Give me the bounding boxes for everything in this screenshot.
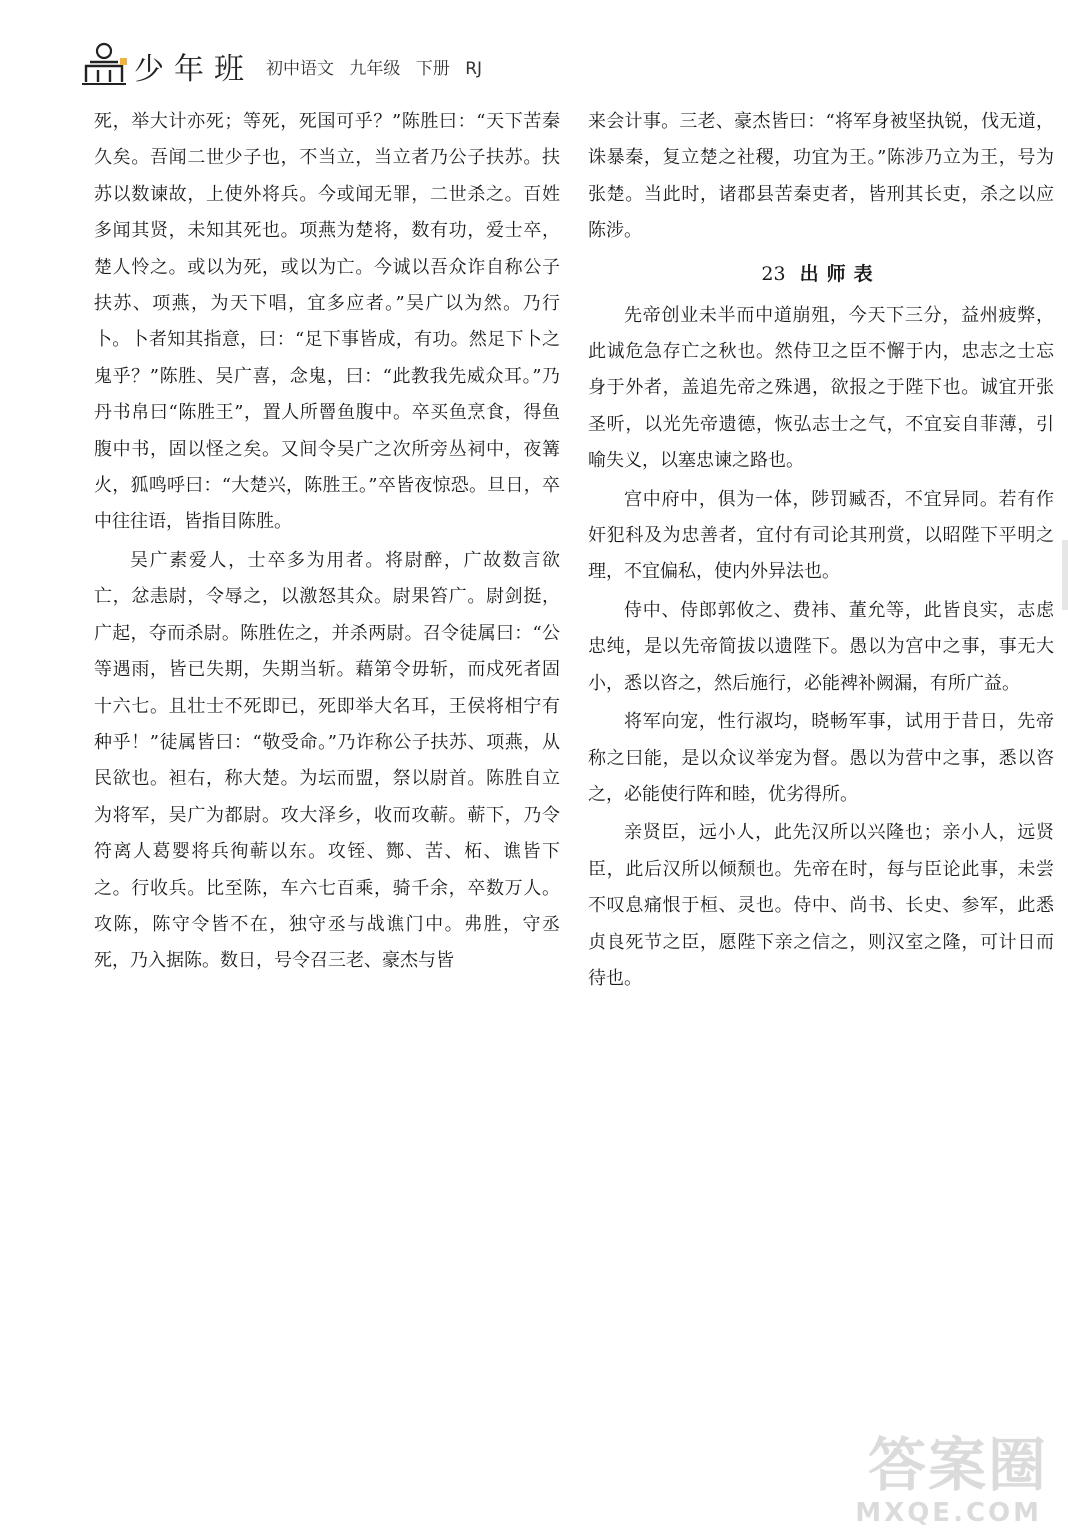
watermark-url: MXQE.COM — [855, 1498, 1042, 1528]
section-number: 23 — [761, 262, 786, 285]
paragraph: 宫中府中，俱为一体，陟罚臧否，不宜异同。若有作奸犯科及为忠善者，宜付有司论其刑赏，以昭陛下平明之理，不宜偏私，使内外异法也。 — [588, 488, 1054, 583]
paragraph: 先帝创业未半而中道崩殂，今天下三分，益州疲弊，此诚危急存亡之秋也。然侍卫之臣不懈于内，忠志之士忘身于外者，盖追先帝之殊遇，欲报之于陛下也。诚宜开张圣听，以光先帝遗德，恢弘志士之气，不宜妄自菲薄，引喻失义，以塞忠谏之路也。 — [588, 304, 1054, 472]
book-info — [266, 54, 482, 79]
subject-label: 初中语文 — [266, 59, 334, 79]
watermark — [838, 1418, 1048, 1528]
paragraph: 将军向宠，性行淑均，晓畅军事，试用于昔日，先帝称之曰能，是以众议举宠为督。愚以为营中之事，悉以咨之，必能使行阵和睦，优劣得所。 — [588, 711, 1054, 805]
brand-name: 少年班 — [134, 52, 254, 87]
grade-label: 九年级 — [349, 59, 401, 79]
school-logo-icon — [80, 42, 128, 86]
volume-label: 下册 — [415, 59, 450, 79]
paragraph: 吴广素爱人，士卒多为用者。将尉醉，广故数言欲亡，忿恚尉，令辱之，以激怒其众。尉果笞广。尉剑挺，广起，夺而杀尉。陈胜佐之，并杀两尉。召令徒属曰：“公等遇雨，皆已失期，失期当斩。藉第令毋斩，而戍死者固十六七。且壮士不死即已，死即举大名耳，王侯将相宁有种乎！”徒属皆曰：“敬受命。”乃诈称公子扶苏、项燕，从民欲也。袒右，称大楚。为坛而盟，祭以尉首。陈胜自立为将军，吴广为都尉。攻大泽乡，收而攻蕲。蕲下，乃令符离人葛婴将兵徇蕲以东。攻铚、酂、苦、柘、谯皆下之。行收兵。比至陈，车六七百乘，骑千余，卒数万人。攻陈，陈守令皆不在，独守丞与战谯门中。弗胜，守丞死，乃入据陈。数日，号令召三老、豪杰与皆 — [94, 549, 560, 972]
page-header — [70, 40, 590, 90]
watermark-text: 答案圈 — [867, 1431, 1048, 1499]
paragraph: 来会计事。三老、豪杰皆曰：“将军身被坚执锐，伐无道，诛暴秦，复立楚之社稷，功宜为王。”陈涉乃立为王，号为张楚。当此时，诸郡县苦秦吏者，皆刑其长吏，杀之以应陈涉。 — [588, 111, 1054, 242]
section-title — [588, 256, 1054, 292]
page-edge-mark — [1062, 540, 1068, 610]
paragraph: 亲贤臣，远小人，此先汉所以兴隆也；亲小人，远贤臣，此后汉所以倾颓也。先帝在时，每与臣论此事，未尝不叹息痛恨于桓、灵也。侍中、尚书、长史、参军，此悉贞良死节之臣，愿陛下亲之信之，则汉室之隆，可计日而待也。 — [588, 822, 1054, 989]
paragraph: 死，举大计亦死；等死，死国可乎？”陈胜曰：“天下苦秦久矣。吾闻二世少子也，不当立，当立者乃公子扶苏。扶苏以数谏故，上使外将兵。今或闻无罪，二世杀之。百姓多闻其贤，未知其死也。项燕为楚将，数有功，爱士卒，楚人怜之。或以为死，或以为亡。今诚以吾众诈自称公子扶苏、项燕，为天下唱，宜多应者。”吴广以为然。乃行卜。卜者知其指意，曰：“足下事皆成，有功。然足下卜之鬼乎？”陈胜、吴广喜，念鬼，曰：“此教我先威众耳。”乃丹书帛曰“陈胜王”，置人所罾鱼腹中。卒买鱼烹食，得鱼腹中书，固以怪之矣。又间令吴广之次所旁丛祠中，夜篝火，狐鸣呼曰：“大楚兴，陈胜王。”卒皆夜惊恐。旦日，卒中往往语，皆指目陈胜。 — [94, 111, 560, 533]
paragraph: 侍中、侍郎郭攸之、费祎、董允等，此皆良实，志虑忠纯，是以先帝简拔以遗陛下。愚以为宫中之事，事无大小，悉以咨之，然后施行，必能裨补阙漏，有所广益。 — [588, 599, 1054, 694]
right-column — [588, 104, 1054, 997]
section-name: 出师表 — [799, 262, 881, 285]
left-column — [94, 104, 560, 980]
edition-label: RJ — [465, 59, 483, 79]
